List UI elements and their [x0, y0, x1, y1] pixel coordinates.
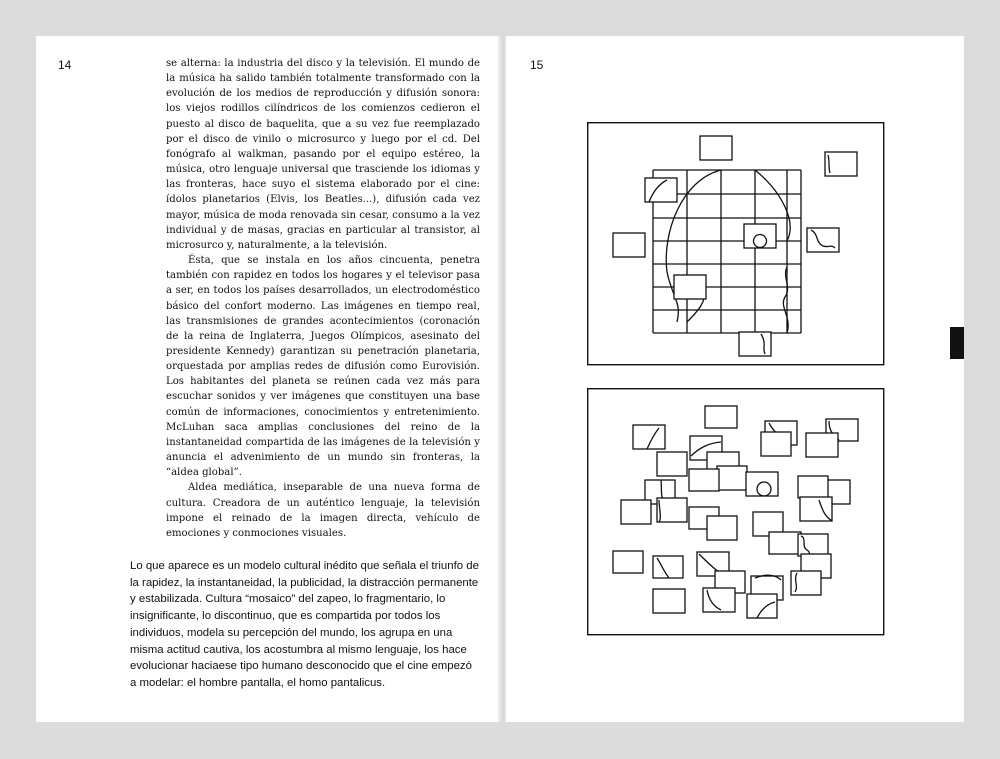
- left-page: [36, 36, 500, 722]
- body-text: [166, 56, 480, 541]
- scattered-screens-illustration: [587, 388, 887, 638]
- grid-screens-illustration: [587, 122, 887, 368]
- chapter-tab-marker: [950, 327, 964, 359]
- paragraph-1: se alterna: la industria del disco y la televisión. El mundo de la música ha salido también totalmente transformado con la evolución de los medios de reproducción y difusión sonora: los viejos rodillos cilíndricos de los comienzos cedieron el puesto al disco de baquelita, que a su vez fue reemplazado por el disco de vinilo o microsurco y luego por el cd. Del fonógrafo al walkman, pasando por el equipo estéreo, la música, otro lenguaje universal que trasciende los idiomas y las fronteras, hace suyo el sistema elaborado por el cine: ídolos planetarios (Elvis, los Beatles...), difusión cada vez mayor, música de moda renovada sin cesar, consumo a la vez individual y de masas, gracias en particular al transistor, al microsurco y, naturalmente, a la televisión.: [166, 58, 480, 251]
- highlight-text: [130, 558, 480, 692]
- page-number-right: 15: [530, 58, 544, 72]
- paragraph-3: Aldea mediática, inseparable de una nueva forma de cultura. Creadora de un auténtico lenguaje, la televisión impone el reinado de la imagen directa, vehículo de emociones y conmociones visuales.: [166, 482, 480, 539]
- paragraph-2: Ésta, que se instala en los años cincuenta, penetra también con rapidez en todos los hogares y el televisor pasa a ser, en todos los países desarrollados, un electrodoméstico básico del confort moderno. Las imágenes en tiempo real, las transmisiones de grandes acontecimientos (coronación de la reina de Inglaterra, Juegos Olímpicos, asesinato del presidente Kennedy) garantizan su penetración planetaria, orquestada por amplias redes de difusión como Eurovisión. Los habitantes del planeta se reúnen cada vez más para escuchar sonidos y ver imágenes que constituyen una base común de informaciones, conocimientos y entretenimiento. McLuhan saca amplias conclusiones del reino de la instantaneidad compartida de las imágenes de la televisión y anuncia el advenimiento de un mundo sin fronteras, la “aldea global”.: [166, 255, 480, 479]
- highlight-paragraph: Lo que aparece es un modelo cultural inédito que señala el triunfo de la rapidez, la instantaneidad, la publicidad, la distracción permanente y estabilizada. Cultura “mosaico” del zapeo, lo fragmentario, lo insignificante, lo discontinuo, que es compartida por todos los individuos, modela su percepción del mundo, los agrupa en una misma actitud cautiva, los acostumbra al mismo lenguaje, los hace evolucionar haciaese tipo humano desconocido que el cine empezó a modelar: el hombre pantalla, el homo pantalicus.: [130, 560, 479, 689]
- page-number-left: 14: [58, 58, 72, 72]
